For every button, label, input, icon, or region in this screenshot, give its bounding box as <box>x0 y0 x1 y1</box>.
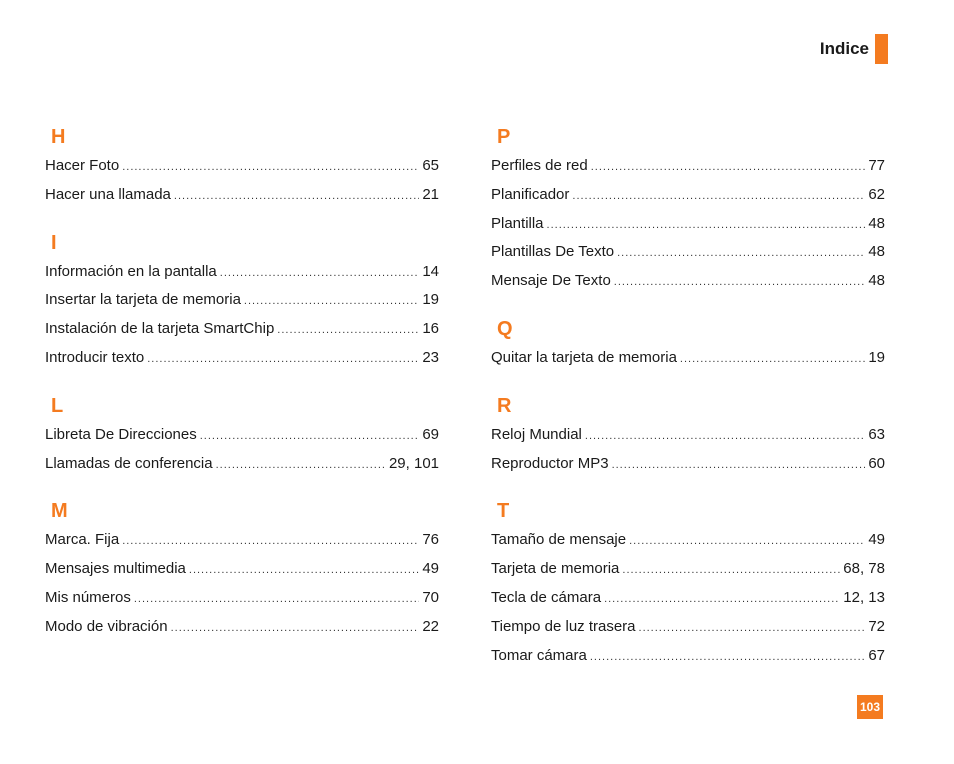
entry-page: 21 <box>422 185 439 203</box>
dot-leader <box>614 268 866 297</box>
entry-name: Tiempo de luz trasera <box>491 617 636 635</box>
dot-leader <box>680 345 865 374</box>
entry-name: Hacer una llamada <box>45 185 171 203</box>
entry-page: 69 <box>422 425 439 443</box>
entry-page: 60 <box>868 454 885 472</box>
entry-name: Insertar la tarjeta de memoria <box>45 291 241 309</box>
entry-name: Libreta De Direcciones <box>45 425 197 443</box>
section-letter-r: R <box>497 394 512 417</box>
dot-leader <box>122 527 419 556</box>
page-title: Indice <box>819 39 869 58</box>
entry-name: Reproductor MP3 <box>491 454 609 472</box>
entry-name: Instalación de la tarjeta SmartChip <box>45 320 275 338</box>
dot-leader <box>200 422 420 451</box>
entry-name: Mis números <box>45 588 131 606</box>
entry-page: 19 <box>868 348 885 366</box>
section-letter-t: T <box>497 500 510 523</box>
dot-leader <box>585 422 865 451</box>
index-entry <box>491 526 885 555</box>
dot-leader <box>622 556 840 585</box>
entry-name: Introducir texto <box>45 348 145 366</box>
entry-name: Tecla de cámara <box>491 588 602 606</box>
section-letter-h: H <box>51 126 66 148</box>
entry-page: 22 <box>422 617 439 635</box>
entry-name: Tomar cámara <box>491 646 587 664</box>
index-entry <box>45 584 439 613</box>
entry-page: 70 <box>422 588 439 606</box>
index-entry <box>491 584 885 613</box>
entry-name: Planificador <box>491 185 570 203</box>
index-entry <box>45 286 439 315</box>
dot-leader <box>122 153 419 182</box>
index-entry <box>491 450 885 479</box>
entry-page: 62 <box>868 185 885 203</box>
index-entry <box>45 555 439 584</box>
dot-leader <box>639 614 866 643</box>
dot-leader <box>134 585 419 614</box>
entry-page: 72 <box>868 617 885 635</box>
section-letter-i: I <box>51 231 57 254</box>
index-entry <box>45 315 439 344</box>
index-entry <box>45 450 439 479</box>
dot-leader <box>590 643 865 672</box>
dot-leader <box>617 239 865 268</box>
entry-name: Hacer Foto <box>45 157 120 174</box>
entry-name: Plantilla <box>491 214 544 232</box>
entry-name: Tamaño de mensaje <box>491 531 627 549</box>
dot-leader <box>171 614 420 643</box>
entry-name: Información en la pantalla <box>45 262 217 280</box>
index-entry <box>45 421 439 450</box>
dot-leader <box>612 451 866 480</box>
index-entry <box>491 238 885 267</box>
entry-name: Reloj Mundial <box>491 425 582 443</box>
entry-page: 76 <box>422 531 439 549</box>
dot-leader <box>277 316 419 345</box>
dot-leader <box>216 451 386 480</box>
index-entry <box>491 555 885 584</box>
entry-page: 67 <box>868 646 885 664</box>
entry-page: 65 <box>422 157 439 174</box>
section-letter-m: M <box>51 500 68 523</box>
index-entry <box>491 152 885 181</box>
entry-name: Mensajes multimedia <box>45 560 186 578</box>
dot-leader <box>147 345 419 374</box>
index-entry <box>45 181 439 210</box>
entry-name: Llamadas de conferencia <box>45 454 213 472</box>
entry-name: Plantillas De Texto <box>491 243 615 261</box>
section-letter-p: P <box>497 126 511 148</box>
dot-leader <box>244 287 419 316</box>
page-header <box>820 34 888 64</box>
dot-leader <box>604 585 840 614</box>
entry-name: Tarjeta de memoria <box>491 560 620 578</box>
section-letter-l: L <box>51 394 64 417</box>
index-entry <box>45 344 439 373</box>
section-letter-q: Q <box>497 317 513 340</box>
dot-leader <box>220 259 420 288</box>
entry-page: 14 <box>422 262 439 280</box>
entry-page: 49 <box>868 531 885 549</box>
entry-name: Perfiles de red <box>491 157 588 174</box>
entry-page: 68, 78 <box>843 560 885 578</box>
index-entry <box>45 613 439 642</box>
entry-page: 19 <box>422 291 439 309</box>
dot-leader <box>189 556 419 585</box>
index-entry <box>491 421 885 450</box>
entry-page: 48 <box>868 272 885 290</box>
index-entry <box>491 642 885 671</box>
index-entry <box>491 210 885 239</box>
index-column-left <box>45 122 439 642</box>
index-entry <box>45 526 439 555</box>
entry-page: 29, 101 <box>388 454 439 472</box>
entry-page: 77 <box>868 157 885 174</box>
dot-leader <box>629 527 865 556</box>
index-entry <box>491 344 885 373</box>
entry-page: 49 <box>422 560 439 578</box>
page-number-badge: 103 <box>857 695 883 719</box>
entry-name: Mensaje De Texto <box>491 272 611 290</box>
index-entry <box>45 152 439 181</box>
entry-name: Marca. Fija <box>45 531 120 549</box>
entry-name: Modo de vibración <box>45 617 168 635</box>
index-column-right <box>491 122 885 670</box>
dot-leader <box>572 182 865 211</box>
header-accent-bar <box>875 34 888 64</box>
index-entry <box>491 181 885 210</box>
entry-page: 23 <box>422 348 439 366</box>
index-entry <box>491 267 885 296</box>
entry-page: 16 <box>422 320 439 338</box>
entry-page: 48 <box>868 243 885 261</box>
entry-name: Quitar la tarjeta de memoria <box>491 348 677 366</box>
entry-page: 63 <box>868 425 885 443</box>
index-entry <box>491 613 885 642</box>
dot-leader <box>591 153 866 182</box>
index-entry <box>45 258 439 287</box>
entry-page: 12, 13 <box>843 588 885 606</box>
dot-leader <box>547 211 866 240</box>
entry-page: 48 <box>868 214 885 232</box>
dot-leader <box>174 182 419 211</box>
